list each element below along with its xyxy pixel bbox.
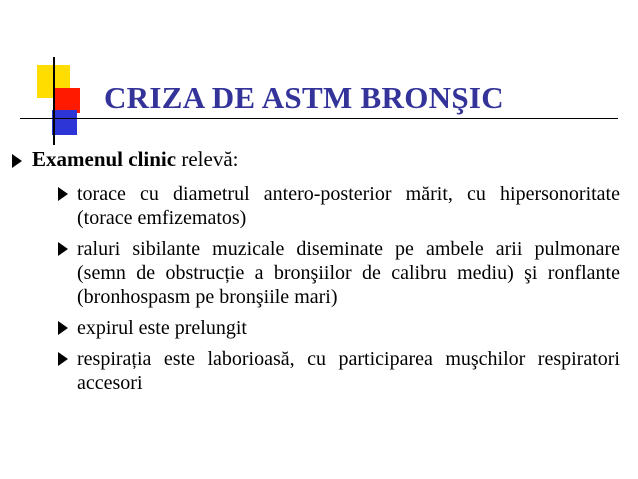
list-item-text: expirul este prelungit <box>77 317 247 339</box>
list-item <box>56 347 620 395</box>
list-item <box>56 316 620 340</box>
list-item <box>56 182 620 230</box>
arrow-bullet-icon <box>58 242 68 256</box>
slide-title: CRIZA DE ASTM BRONŞIC <box>104 80 504 115</box>
list-item-text: torace cu diametrul antero-posterior mărit, cu hipersonoritate (torace emfizematos) <box>77 183 620 229</box>
list-item-text: respirația este laborioasă, cu participarea muşchilor respiratori accesori <box>77 348 620 394</box>
decorative-vertical-line <box>53 57 55 145</box>
decorative-blue-square <box>52 110 77 135</box>
heading-rest-text: relevă: <box>176 147 239 171</box>
arrow-bullet-icon <box>58 187 68 201</box>
heading-bold-text: Examenul clinic <box>32 147 177 171</box>
arrow-bullet-icon <box>58 352 68 366</box>
arrow-bullet-icon <box>58 321 68 335</box>
title-underline <box>20 118 618 119</box>
list-item-text: raluri sibilante muzicale diseminate pe ambele arii pulmonare (semn de obstrucție a bronşiilor de calibru mediu) şi ronflante (bronhospasm pe bronşiile mari) <box>77 238 620 308</box>
arrow-bullet-icon <box>12 154 22 168</box>
list-item <box>56 237 620 309</box>
findings-list <box>56 182 620 402</box>
heading-text <box>32 147 238 172</box>
